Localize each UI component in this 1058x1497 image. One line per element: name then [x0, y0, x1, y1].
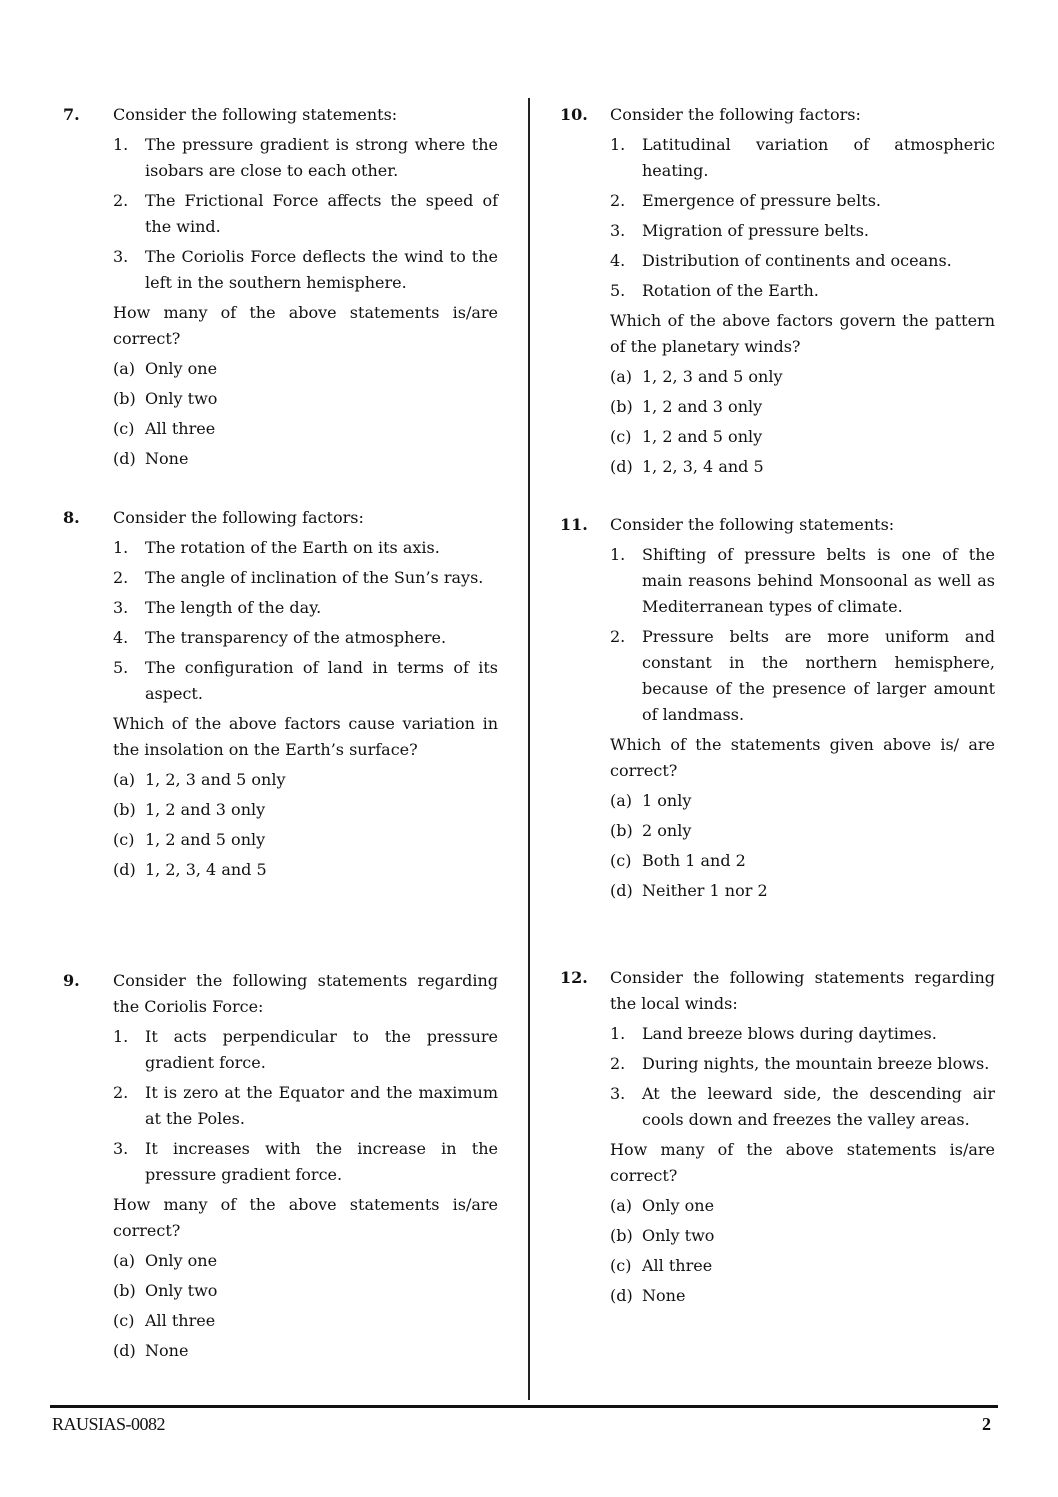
option-label: (c) [113, 830, 135, 849]
footer-code: RAUSIAS-0082 [52, 1414, 166, 1434]
option-text: Only two [642, 1226, 715, 1245]
option-text: 1, 2, 3, 4 and 5 [145, 860, 267, 879]
question-number: 8. [63, 508, 80, 527]
statement-text: The angle of inclination of the Sun’s rays. [145, 568, 484, 587]
option-text: 1, 2, 3, 4 and 5 [642, 457, 764, 476]
answer-option [113, 446, 498, 472]
statement-item [113, 1024, 498, 1076]
answer-option [113, 1308, 498, 1334]
option-label: (a) [113, 770, 136, 789]
question-prompt: Which of the above factors govern the pattern of the planetary winds? [610, 311, 995, 356]
question-number: 11. [560, 515, 588, 534]
answer-option [610, 788, 995, 814]
option-text: 1 only [642, 791, 692, 810]
statement-number: 4. [113, 628, 129, 647]
statement-item [610, 1021, 995, 1047]
statement-item [610, 132, 995, 184]
answer-option [610, 878, 995, 904]
option-text: 1, 2, 3 and 5 only [145, 770, 286, 789]
question-number: 7. [63, 105, 80, 124]
answer-option [610, 424, 995, 450]
option-label: (c) [113, 1311, 135, 1330]
footer-rule [50, 1405, 998, 1408]
statement-number: 1. [610, 1024, 626, 1043]
statement-item [113, 535, 498, 561]
statement-text: The Coriolis Force deflects the wind to the left in the southern hemisphere. [145, 247, 498, 292]
option-text: All three [145, 419, 216, 438]
option-label: (b) [610, 397, 633, 416]
statement-text: Rotation of the Earth. [642, 281, 819, 300]
statement-text: The length of the day. [145, 598, 322, 617]
statement-item [113, 1080, 498, 1132]
statement-item [113, 655, 498, 707]
option-text: All three [642, 1256, 713, 1275]
option-label: (c) [610, 1256, 632, 1275]
question-stem: Consider the following statements: [113, 105, 398, 124]
statement-text: It is zero at the Equator and the maximum at the Poles. [145, 1083, 498, 1128]
statement-number: 2. [610, 1054, 626, 1073]
question-prompt: Which of the statements given above is/ are correct? [610, 735, 995, 780]
answer-option [113, 1338, 498, 1364]
statement-item [610, 1081, 995, 1133]
statement-text: The pressure gradient is strong where the isobars are close to each other. [145, 135, 498, 180]
option-label: (a) [113, 1251, 136, 1270]
statement-text: During nights, the mountain breeze blows. [642, 1054, 990, 1073]
option-label: (a) [113, 359, 136, 378]
statement-text: The transparency of the atmosphere. [145, 628, 447, 647]
statement-item [610, 624, 995, 728]
answer-option [113, 797, 498, 823]
statement-item [610, 218, 995, 244]
question-stem: Consider the following factors: [113, 508, 364, 527]
answer-option [113, 416, 498, 442]
option-label: (d) [610, 457, 633, 476]
question-stem: Consider the following factors: [610, 105, 861, 124]
answer-option [610, 1283, 995, 1309]
statement-text: The rotation of the Earth on its axis. [145, 538, 440, 557]
statement-text: Pressure belts are more uniform and constant in the northern hemisphere, because of the presence of larger amount of landmass. [642, 627, 995, 724]
statement-item [610, 248, 995, 274]
question-7 [63, 102, 498, 472]
statement-number: 5. [610, 281, 626, 300]
option-text: Both 1 and 2 [642, 851, 746, 870]
option-label: (c) [113, 419, 135, 438]
option-label: (d) [113, 1341, 136, 1360]
question-prompt: Which of the above factors cause variation in the insolation on the Earth’s surface? [113, 714, 498, 759]
option-text: 1, 2 and 5 only [145, 830, 266, 849]
statement-text: The configuration of land in terms of its aspect. [145, 658, 498, 703]
question-stem: Consider the following statements: [610, 515, 895, 534]
question-8 [63, 505, 498, 883]
option-label: (d) [113, 449, 136, 468]
statement-text: Latitudinal variation of atmospheric heating. [642, 135, 995, 180]
question-prompt: How many of the above statements is/are correct? [610, 1140, 995, 1185]
statement-text: It acts perpendicular to the pressure gradient force. [145, 1027, 498, 1072]
option-text: None [145, 449, 189, 468]
statement-number: 2. [113, 191, 129, 210]
question-10 [560, 102, 995, 480]
answer-option [610, 848, 995, 874]
option-text: 1, 2 and 3 only [145, 800, 266, 819]
statement-text: Shifting of pressure belts is one of the main reasons behind Monsoonal as well as Mediterranean types of climate. [642, 545, 995, 616]
statement-number: 5. [113, 658, 129, 677]
option-text: All three [145, 1311, 216, 1330]
option-label: (b) [610, 1226, 633, 1245]
statement-item [113, 625, 498, 651]
statement-number: 3. [113, 1139, 129, 1158]
statement-number: 1. [113, 135, 129, 154]
statement-item [610, 542, 995, 620]
option-label: (b) [113, 1281, 136, 1300]
answer-option [113, 1278, 498, 1304]
statement-item [113, 244, 498, 296]
statement-number: 1. [113, 1027, 129, 1046]
question-11 [560, 512, 995, 904]
option-label: (c) [610, 427, 632, 446]
answer-option [113, 857, 498, 883]
statement-item [113, 565, 498, 591]
answer-option [610, 1193, 995, 1219]
answer-option [113, 827, 498, 853]
option-label: (b) [113, 800, 136, 819]
answer-option [610, 1253, 995, 1279]
option-label: (a) [610, 791, 633, 810]
statement-number: 2. [113, 1083, 129, 1102]
statement-number: 2. [610, 191, 626, 210]
answer-option [610, 394, 995, 420]
answer-option [113, 767, 498, 793]
statement-item [610, 278, 995, 304]
answer-option [610, 1223, 995, 1249]
answer-option [610, 364, 995, 390]
option-text: 2 only [642, 821, 692, 840]
option-text: Only two [145, 389, 218, 408]
statement-text: The Frictional Force affects the speed of the wind. [145, 191, 498, 236]
option-label: (d) [610, 881, 633, 900]
answer-option [113, 1248, 498, 1274]
statement-item [113, 595, 498, 621]
statement-number: 2. [113, 568, 129, 587]
answer-option [610, 818, 995, 844]
option-label: (b) [610, 821, 633, 840]
option-text: 1, 2, 3 and 5 only [642, 367, 783, 386]
option-label: (b) [113, 389, 136, 408]
option-label: (d) [113, 860, 136, 879]
option-text: Only one [145, 1251, 218, 1270]
option-label: (a) [610, 1196, 633, 1215]
option-text: Only two [145, 1281, 218, 1300]
statement-number: 2. [610, 627, 626, 646]
question-prompt: How many of the above statements is/are correct? [113, 1195, 498, 1240]
answer-option [113, 386, 498, 412]
question-12 [560, 965, 995, 1309]
statement-text: Distribution of continents and oceans. [642, 251, 952, 270]
statement-number: 1. [610, 545, 626, 564]
question-number: 12. [560, 968, 588, 987]
statement-number: 3. [113, 598, 129, 617]
statement-item [113, 132, 498, 184]
question-stem: Consider the following statements regarding the local winds: [610, 968, 995, 1013]
statement-text: Migration of pressure belts. [642, 221, 869, 240]
statement-number: 1. [610, 135, 626, 154]
option-text: Neither 1 nor 2 [642, 881, 768, 900]
question-prompt: How many of the above statements is/are correct? [113, 303, 498, 348]
option-text: 1, 2 and 5 only [642, 427, 763, 446]
statement-item [113, 188, 498, 240]
statement-number: 3. [610, 1084, 626, 1103]
question-9 [63, 968, 498, 1364]
option-text: 1, 2 and 3 only [642, 397, 763, 416]
column-divider [528, 98, 530, 1400]
statement-text: Land breeze blows during daytimes. [642, 1024, 937, 1043]
option-text: Only one [642, 1196, 715, 1215]
option-label: (a) [610, 367, 633, 386]
answer-option [113, 356, 498, 382]
statement-item [610, 1051, 995, 1077]
option-text: None [642, 1286, 686, 1305]
question-number: 10. [560, 105, 588, 124]
page-number: 2 [982, 1414, 991, 1434]
statement-item [113, 1136, 498, 1188]
option-label: (c) [610, 851, 632, 870]
answer-option [610, 454, 995, 480]
question-number: 9. [63, 971, 80, 990]
option-label: (d) [610, 1286, 633, 1305]
statement-text: Emergence of pressure belts. [642, 191, 881, 210]
option-text: Only one [145, 359, 218, 378]
option-text: None [145, 1341, 189, 1360]
statement-number: 4. [610, 251, 626, 270]
statement-number: 3. [610, 221, 626, 240]
question-stem: Consider the following statements regarding the Coriolis Force: [113, 971, 498, 1016]
statement-text: At the leeward side, the descending air cools down and freezes the valley areas. [642, 1084, 995, 1129]
statement-number: 3. [113, 247, 129, 266]
statement-number: 1. [113, 538, 129, 557]
statement-text: It increases with the increase in the pressure gradient force. [145, 1139, 498, 1184]
statement-item [610, 188, 995, 214]
